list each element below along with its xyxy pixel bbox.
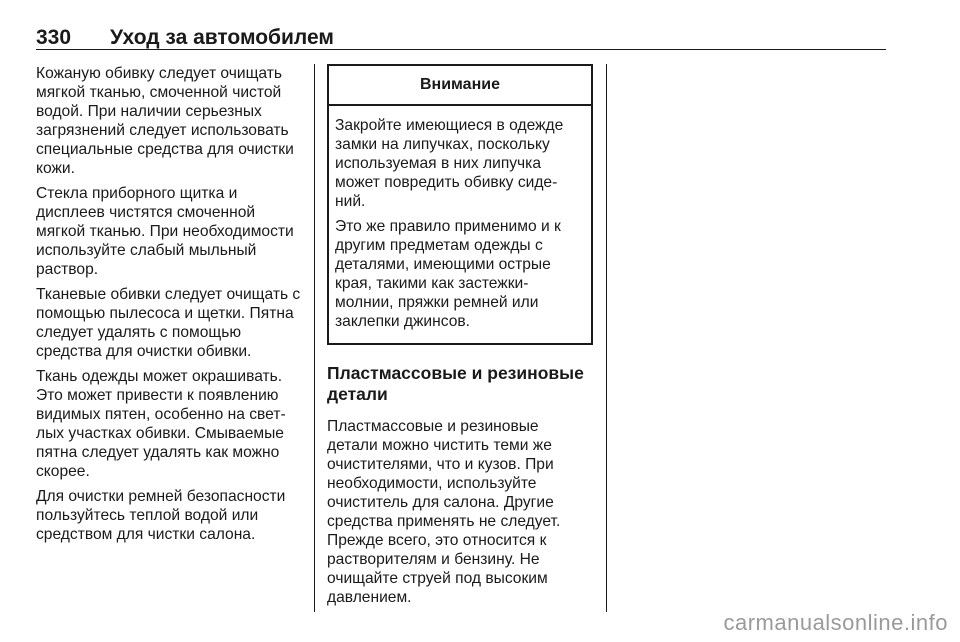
right-column — [327, 64, 593, 613]
paragraph-plastic-rubber: Пластмассовые и резиновые детали можно чистить теми же очистителями, что и кузов. При необходимости, используйте очиститель для салона. Другие средства применять не следует. Прежде всего, это относится к растворителям и бензину. Не очищайте струей под высоким давлением. — [327, 418, 561, 606]
notice-paragraph: Это же правило применимо и к другим предметам одежды с деталями, имеющими острые края, такими как застежки-молнии, пряжки ремней или заклепки джинсов. — [335, 218, 561, 330]
column-divider — [314, 64, 315, 612]
page-number: 330 — [36, 26, 72, 49]
paragraph-leather-cleaning: Кожаную обивку следует очищать мягкой тканью, смоченной чистой водой. При наличии серьезных загрязнений следует использовать специальные средства для очистки кожи. — [36, 65, 294, 177]
section-heading-plastic-rubber: Пластмассовые и резиновые детали — [327, 363, 584, 404]
page-title: Уход за автомобилем — [110, 26, 334, 49]
site-watermark: carmanualsonline.info — [723, 610, 948, 635]
paragraph-fabric-cleaning: Тканевые обивки следует очищать с помощью пылесоса и щетки. Пятна следует удалять с помощью средства для очистки обивки. — [36, 286, 301, 360]
notice-paragraph: Закройте имеющиеся в одежде замки на липучках, поскольку используемая в них липучка может повредить обивку сиде-ний. — [335, 117, 564, 210]
paragraph-display-cleaning: Стекла приборного щитка и дисплеев чистятся смоченной мягкой тканью. При необходимости используйте слабый мыльный раствор. — [36, 185, 294, 278]
paragraph-seatbelt-cleaning: Для очистки ремней безопасности пользуйтесь теплой водой или средством для чистки салона. — [36, 488, 286, 543]
notice-title: Внимание — [329, 66, 591, 106]
left-column — [36, 64, 302, 550]
notice-body — [329, 106, 591, 343]
column-divider — [606, 64, 607, 612]
page-header — [36, 26, 886, 48]
caution-notice-box — [327, 64, 593, 345]
header-divider — [36, 49, 886, 50]
paragraph-clothing-dye: Ткань одежды может окрашивать. Это может привести к появлению видимых пятен, особенно на свет-лых участках обивки. Смываемые пятна следует удалять как можно скорее. — [36, 368, 286, 480]
